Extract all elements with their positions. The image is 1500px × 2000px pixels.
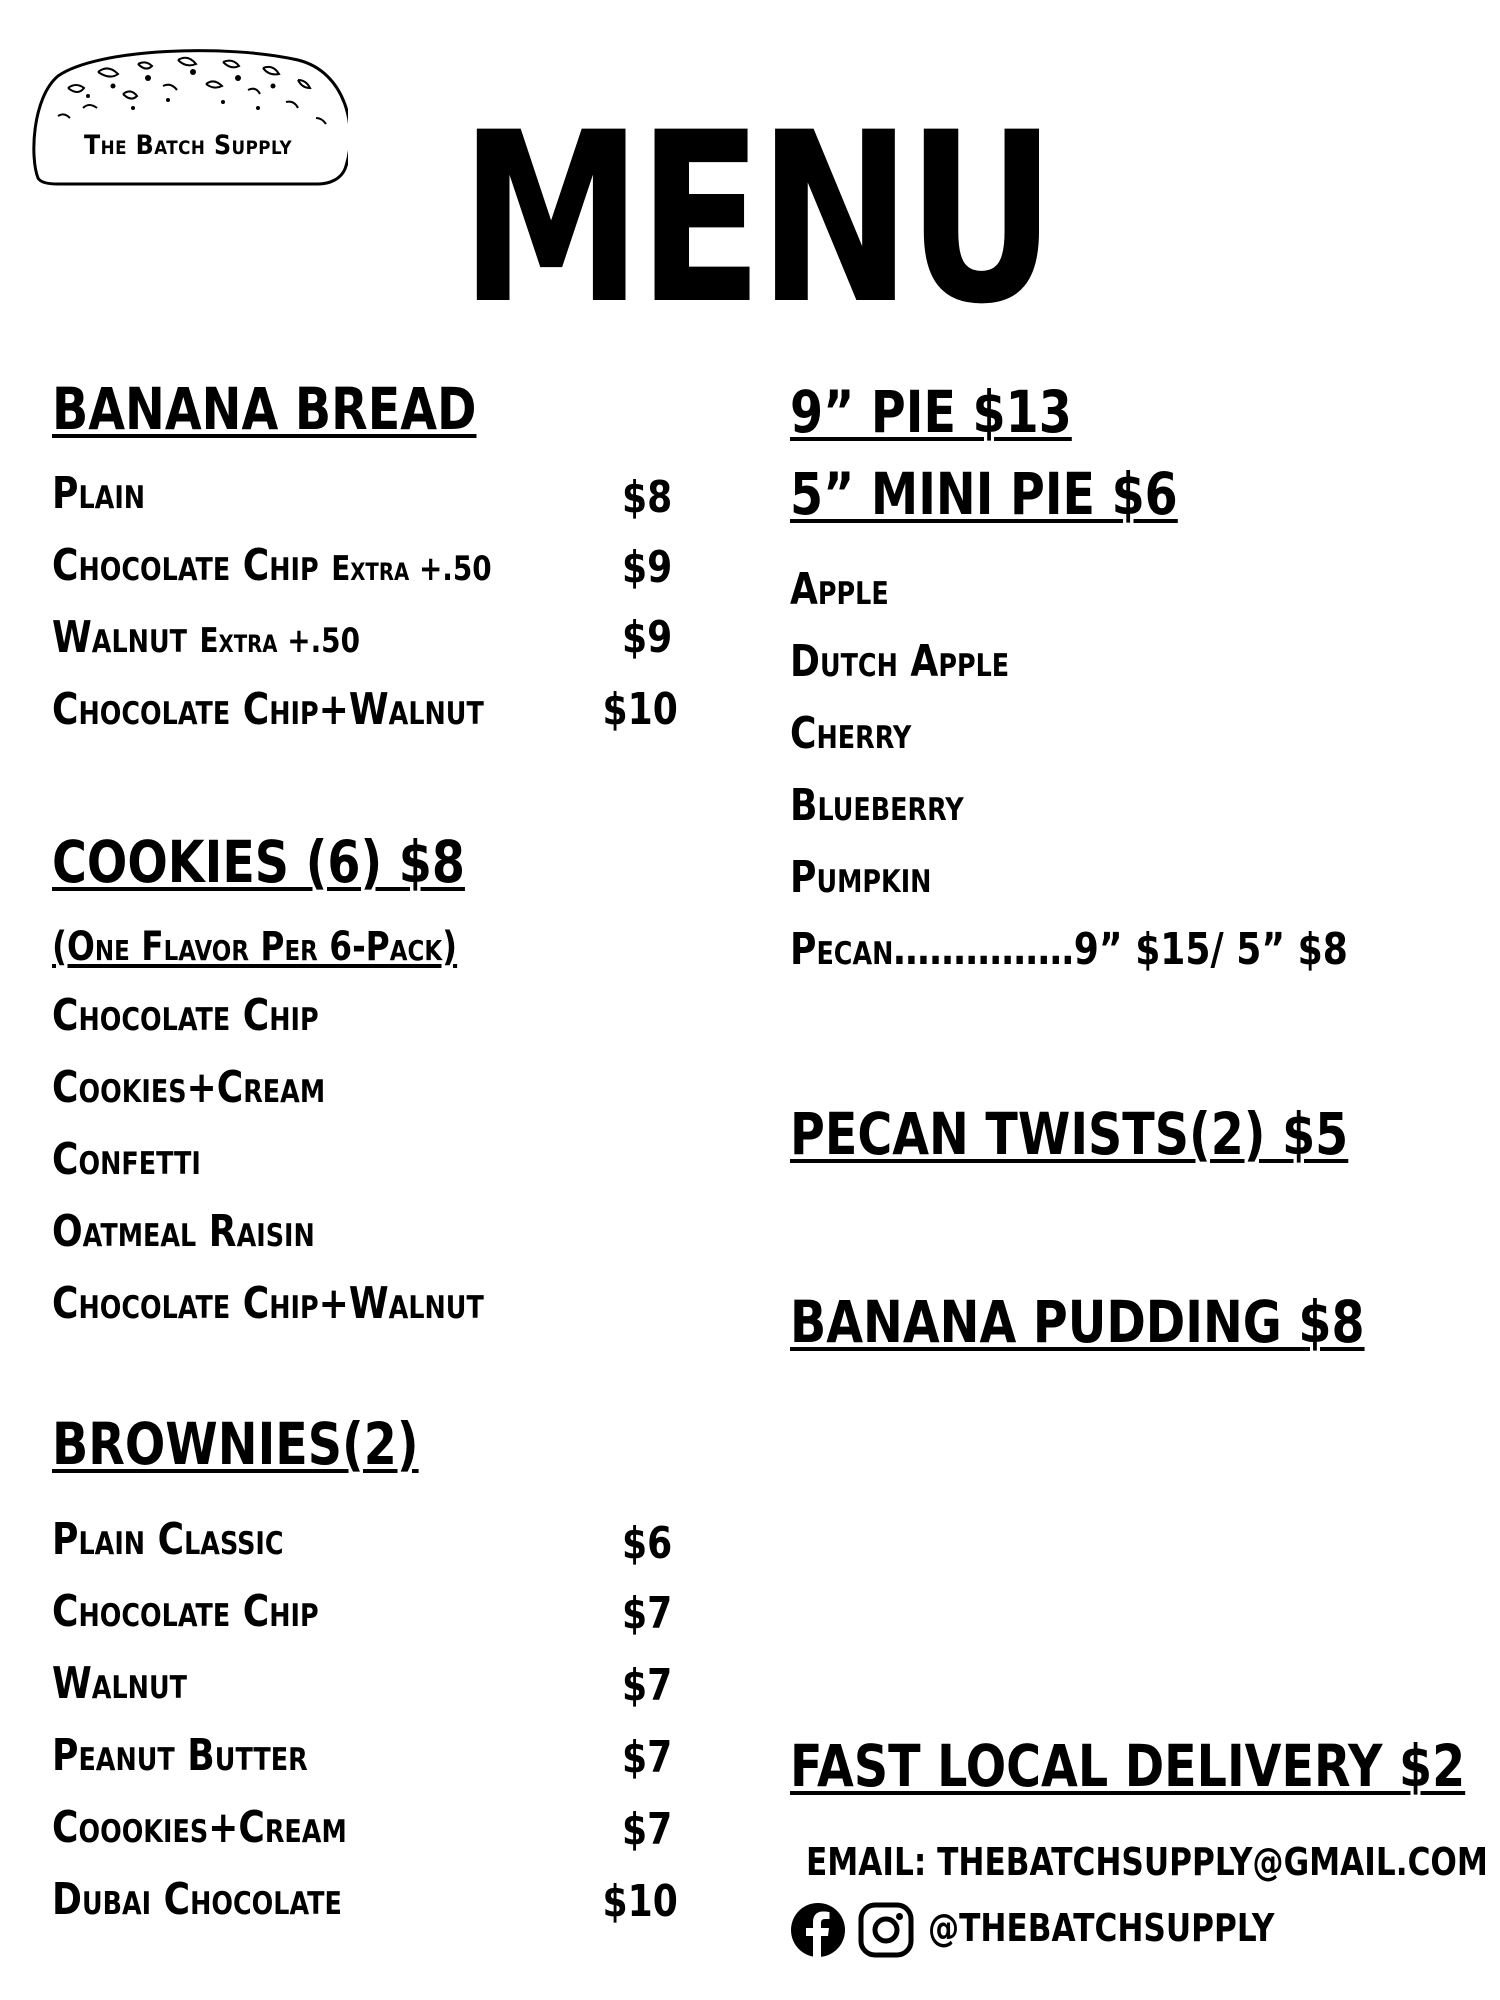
brand-name: The Batch Supply	[84, 130, 292, 161]
list-item: Cookies+Cream	[52, 1062, 326, 1113]
list-item: Confetti	[52, 1134, 201, 1185]
pie-heading-9in: 9” PIE $13	[790, 378, 1072, 446]
list-item: Pumpkin	[790, 852, 932, 903]
cookies-note: (One Flavor Per 6-Pack)	[52, 924, 458, 970]
list-item: Pecan……………9” $15/ 5” $8	[790, 924, 1348, 975]
pecan-twists-heading: PECAN TWISTS(2) $5	[790, 1100, 1349, 1168]
menu-item-price: $6	[621, 1518, 672, 1569]
menu-item: Plain Classic	[52, 1514, 284, 1565]
contact-email: EMAIL: THEBATCHSUPPLY@GMAIL.COM	[806, 1840, 1488, 1884]
page-title: MENU	[460, 83, 1052, 356]
brownies-heading: BROWNIES(2)	[52, 1410, 419, 1478]
menu-item: Walnut Extra +.50	[52, 612, 360, 663]
list-item: Cherry	[790, 708, 912, 759]
menu-item-price: $7	[621, 1732, 672, 1783]
menu-item-price: $7	[621, 1804, 672, 1855]
bread-loaf-icon	[28, 38, 348, 186]
list-item: Chocolate Chip	[52, 990, 319, 1041]
social-handle: @THEBATCHSUPPLY	[928, 1906, 1275, 1950]
menu-item: Plain	[52, 468, 146, 519]
menu-item-price: $9	[621, 612, 672, 663]
menu-item-extra: Extra +.50	[331, 549, 492, 589]
menu-item-extra: Extra +.50	[199, 621, 360, 661]
list-item: Chocolate Chip+Walnut	[52, 1278, 484, 1329]
list-item: Dutch Apple	[790, 636, 1010, 687]
menu-item-price: $8	[621, 472, 672, 523]
menu-item-price: $7	[621, 1660, 672, 1711]
menu-item: Coookies+Cream	[52, 1802, 347, 1853]
brand-logo	[28, 38, 348, 186]
menu-item-price: $7	[621, 1588, 672, 1639]
list-item: Blueberry	[790, 780, 964, 831]
menu-item-price: $10	[602, 1876, 678, 1927]
banana-bread-heading: BANANA BREAD	[52, 375, 477, 443]
banana-pudding-heading: BANANA PUDDING $8	[790, 1288, 1365, 1356]
menu-item: Peanut Butter	[52, 1730, 308, 1781]
menu-item-price: $10	[602, 684, 678, 735]
menu-item: Chocolate Chip	[52, 1586, 319, 1637]
instagram-icon	[858, 1902, 914, 1958]
cookies-heading: COOKIES (6) $8	[52, 828, 465, 896]
delivery-heading: FAST LOCAL DELIVERY $2	[790, 1732, 1466, 1800]
menu-item-price: $9	[621, 542, 672, 593]
list-item: Apple	[790, 564, 889, 615]
list-item: Oatmeal Raisin	[52, 1206, 315, 1257]
facebook-icon	[790, 1902, 846, 1958]
menu-item: Chocolate Chip+Walnut	[52, 684, 484, 735]
menu-item: Chocolate Chip Extra +.50	[52, 540, 492, 591]
menu-item: Walnut	[52, 1658, 187, 1709]
menu-item: Dubai Chocolate	[52, 1874, 342, 1925]
pie-heading-5in: 5” MINI PIE $6	[790, 460, 1178, 528]
